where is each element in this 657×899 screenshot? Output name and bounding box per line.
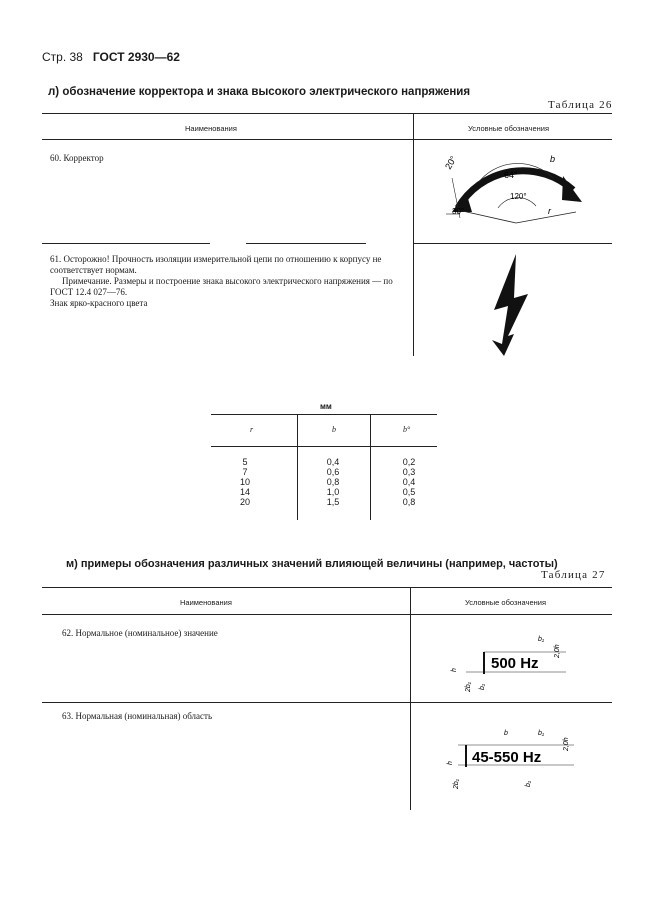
mm-b-cell: 0,4 — [326, 457, 340, 467]
mm-b-cell: 1,0 — [326, 487, 340, 497]
nominal-range: 45-550 Hz — [472, 749, 542, 766]
table-27-label: Таблица 27 — [541, 569, 606, 581]
doc-number: 2930—62 — [127, 50, 180, 64]
label-b: b — [550, 154, 556, 164]
page-number: Стр. 38 — [42, 50, 83, 64]
row-61-note: Примечание. Размеры и построение знака высокого электрического напряжения — по ГОСТ 12.4 027—76. — [50, 276, 393, 297]
mm-r-cell: 5 — [242, 457, 248, 467]
mm-b0-cell: 0,5 — [402, 487, 416, 497]
mm-header-rule — [211, 446, 437, 447]
corrector-radius-left — [458, 210, 516, 223]
angle-30: 30° — [452, 207, 465, 216]
angle-20: 20° — [443, 154, 459, 171]
table-26-divider — [413, 113, 414, 356]
section-m-title: м) примеры обозначения различных значений влияющей величины (например, частоты) — [66, 558, 558, 570]
mm-top-rule — [211, 414, 437, 415]
corrector-arrow-right — [562, 176, 582, 202]
row-60-text: 60. Корректор — [50, 153, 104, 163]
angle-120: 120° — [510, 192, 527, 201]
mm-b0-cell: 0,3 — [402, 467, 416, 477]
mm-b-cell: 0,6 — [326, 467, 340, 477]
dim-b1-top: b₁ — [538, 730, 545, 737]
dim-b1-top: b₁ — [538, 636, 545, 643]
row-62-rule — [42, 702, 612, 703]
table-26-label: Таблица 26 — [548, 99, 613, 111]
table-27-header-rule — [42, 614, 612, 615]
mm-r-cell: 7 — [242, 467, 248, 477]
mm-b-cell: 0,8 — [326, 477, 340, 487]
angle-64: 64° — [504, 170, 518, 180]
dim-2h: 2,0h — [563, 737, 570, 751]
row-60-rule-c — [414, 243, 612, 244]
row-61-color-note: Знак ярко-красного цвета — [50, 298, 148, 308]
dim-2h: 2,0h — [554, 644, 561, 658]
nominal-value-symbol — [446, 630, 576, 695]
mm-header-r: r — [250, 425, 254, 434]
mm-divider-2 — [370, 414, 371, 520]
mm-unit: мм — [320, 402, 332, 411]
row-62-text: 62. Нормальное (номинальное) значение — [62, 628, 218, 638]
mm-b0-cell: 0,4 — [402, 477, 416, 487]
mm-b0-cell: 0,2 — [402, 457, 416, 467]
table-26-col-name: Наименования — [185, 124, 237, 133]
mm-b-cell: 1,5 — [326, 497, 340, 507]
mm-b0-cell: 0,8 — [402, 497, 416, 507]
dim-b1-bottom: b₁ — [525, 780, 532, 787]
high-voltage-symbol — [486, 252, 536, 358]
mm-col-b — [318, 457, 348, 507]
row-61-text: 61. Осторожно! Прочность изоляции измерительной цепи по отношению к корпусу не соответствует нормам. — [50, 254, 382, 275]
dim-h: h — [447, 761, 454, 765]
table-27-divider — [410, 587, 411, 810]
mm-r-cell: 10 — [239, 477, 250, 487]
page-header — [42, 50, 180, 64]
mm-col-b0 — [394, 457, 424, 507]
table-27-col-symbol: Условные обозначения — [465, 598, 547, 607]
mm-divider-1 — [297, 414, 298, 520]
mm-col-r — [230, 457, 260, 507]
row-63-text: 63. Нормальная (номинальная) область — [62, 711, 213, 721]
section-l-title: л) обозначение корректора и знака высокого электрического напряжения — [48, 86, 471, 98]
corrector-symbol — [438, 148, 608, 233]
lightning-bolt-icon — [492, 254, 528, 356]
doc-code: ГОСТ — [92, 50, 125, 64]
mm-r-cell: 14 — [239, 487, 250, 497]
table-27-top-rule — [42, 587, 612, 588]
table-27-col-name: Наименования — [180, 598, 232, 607]
label-r: r — [548, 206, 551, 216]
nominal-value: 500 Hz — [491, 655, 539, 672]
dim-2b1: 2b₁ — [453, 779, 460, 789]
nominal-range-symbol — [444, 725, 584, 795]
dim-b: b — [504, 730, 508, 737]
dim-2b1: 2b₁ — [465, 682, 472, 692]
row-60-rule-a — [42, 243, 210, 244]
mm-r-cell: 20 — [239, 497, 250, 507]
dim-h: h — [451, 668, 458, 672]
dim-b1-bottom: b₁ — [479, 683, 486, 690]
table-26-col-symbol: Условные обозначения — [468, 124, 550, 133]
row-60-rule-b — [246, 243, 366, 244]
corrector-radius-right — [516, 212, 576, 223]
table-26-top-rule — [42, 113, 612, 114]
table-26-header-rule — [42, 139, 612, 140]
mm-header-b0: b° — [403, 425, 411, 434]
mm-header-b: b — [332, 425, 336, 434]
